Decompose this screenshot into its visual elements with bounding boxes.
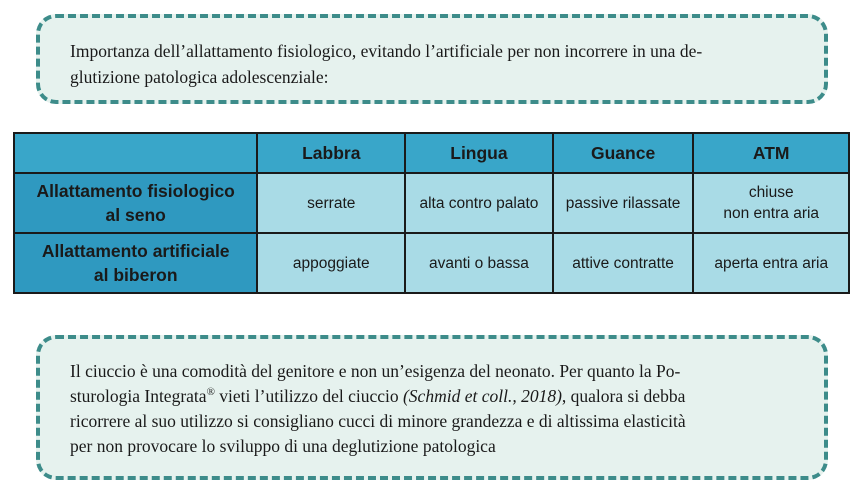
cell-atm-line: chiuse xyxy=(748,184,794,201)
cell-labbra: serrate xyxy=(257,173,405,233)
pacifier-line-3: ricorrere al suo utilizzo si consigliano cucci di minore grandezza e di altissima elasticità xyxy=(70,411,686,431)
row-label-fisiologico xyxy=(14,173,257,233)
cell-atm: aperta entra aria xyxy=(693,233,849,293)
pacifier-line-2a: sturologia Integrata xyxy=(70,386,207,406)
intro-line-1: Importanza dell’allattamento fisiologico, evitando l’artificiale per non incorrere in una de- xyxy=(70,41,703,61)
cell-guance: passive rilassate xyxy=(553,173,694,233)
table-header-row xyxy=(14,133,849,173)
row-label-line: al seno xyxy=(105,205,166,225)
row-label-artificiale xyxy=(14,233,257,293)
row-label-line: Allattamento artificiale xyxy=(41,241,230,261)
citation: (Schmid et coll., 2018) xyxy=(402,386,562,406)
header-lingua: Lingua xyxy=(405,133,553,173)
cell-lingua: alta contro palato xyxy=(405,173,553,233)
row-label-line: Allattamento fisiologico xyxy=(36,181,235,201)
cell-atm-line: non entra aria xyxy=(723,205,820,222)
table-row xyxy=(14,173,849,233)
header-guance: Guance xyxy=(553,133,694,173)
cell-guance: attive contratte xyxy=(553,233,694,293)
pacifier-line-2b: vieti l’utilizzo del ciuccio xyxy=(214,386,403,406)
comparison-table xyxy=(13,132,850,294)
pacifier-note xyxy=(36,335,828,480)
cell-labbra: appoggiate xyxy=(257,233,405,293)
intro-line-2: glutizione patologica adolescenziale: xyxy=(70,67,329,87)
row-label-line: al biberon xyxy=(93,265,178,285)
cell-lingua: avanti o bassa xyxy=(405,233,553,293)
pacifier-line-4: per non provocare lo sviluppo di una deglutizione patologica xyxy=(70,436,496,456)
header-labbra: Labbra xyxy=(257,133,405,173)
intro-note xyxy=(36,14,828,104)
intro-text xyxy=(70,38,798,90)
registered-mark: ® xyxy=(206,386,215,399)
table-row xyxy=(14,233,849,293)
pacifier-line-2c: , qualora si debba xyxy=(561,386,686,406)
pacifier-line-1: Il ciuccio è una comodità del genitore e non un’esigenza del neonato. Per quanto la Po- xyxy=(70,361,681,381)
header-atm: ATM xyxy=(693,133,849,173)
pacifier-text xyxy=(70,359,798,459)
cell-atm xyxy=(693,173,849,233)
table-corner-cell xyxy=(14,133,257,173)
